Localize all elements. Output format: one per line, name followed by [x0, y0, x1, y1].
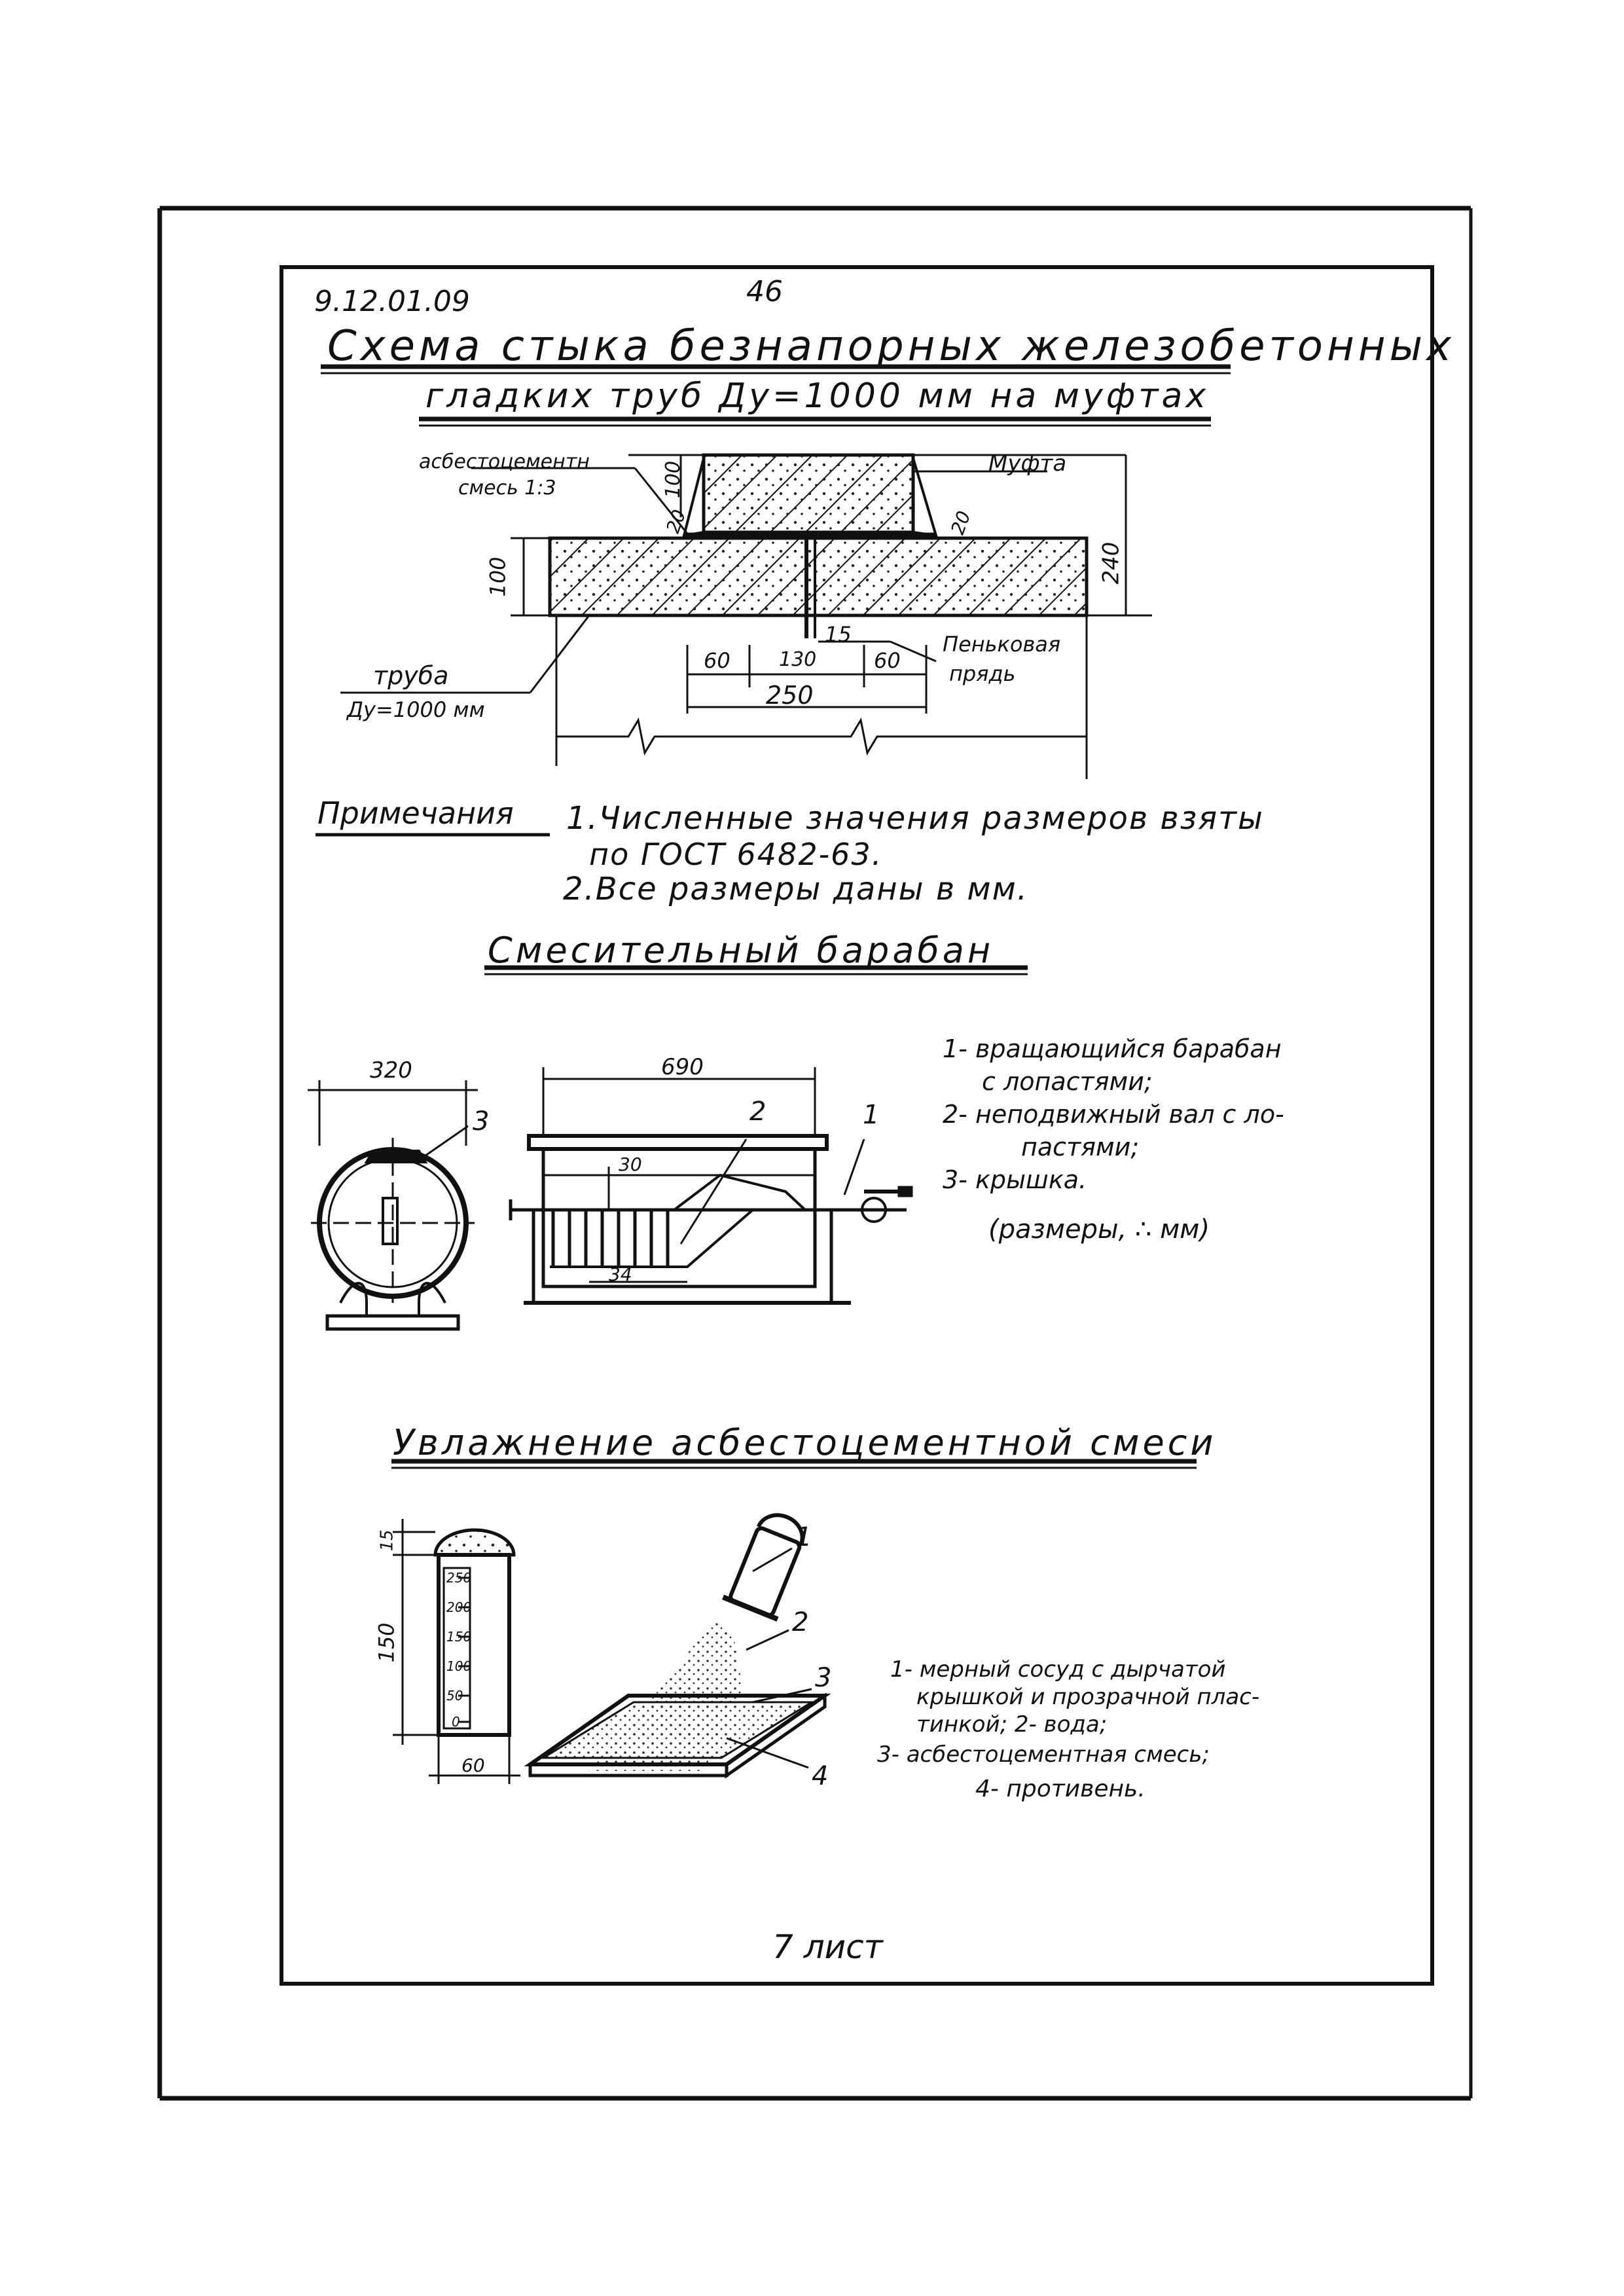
measuring-vessel — [393, 1519, 520, 1784]
label-hemp: Пеньковая — [943, 632, 1061, 657]
dim-240: 240 — [1098, 541, 1125, 585]
dim-60-right: 60 — [874, 648, 901, 673]
drum-legend-line1: 1- вращающийся барабан — [943, 1034, 1282, 1063]
dim-60-vessel: 60 — [461, 1755, 485, 1776]
label-mix-ratio: смесь 1:3 — [458, 477, 556, 500]
moist-legend-line4: 3- асбестоцементная смесь; — [877, 1741, 1210, 1768]
dim-34: 34 — [609, 1264, 632, 1285]
dim-20-left: 20 — [662, 507, 691, 536]
moist-legend-line1: 1- мерный сосуд с дырчатой — [890, 1656, 1226, 1683]
drum-legend-line2: с лопастями; — [982, 1067, 1153, 1096]
document-code: 9.12.01.09 — [314, 285, 470, 318]
moist-callout-2: 2 — [792, 1607, 809, 1637]
drum-legend-line5: 3- крышка. — [943, 1165, 1087, 1194]
mixing-drum-side-view — [511, 1067, 912, 1303]
section2-title: Смесительный барабан — [488, 930, 994, 971]
scale-200: 200 — [446, 1599, 472, 1615]
dim-60-left: 60 — [704, 648, 731, 673]
moist-callout-1: 1 — [795, 1522, 812, 1552]
section3-title: Увлажнение асбестоцементной смеси — [393, 1422, 1217, 1463]
moist-callout-4: 4 — [812, 1761, 829, 1791]
note2: 2.Все размеры даны в мм. — [563, 871, 1029, 907]
dim-100-pipe: 100 — [485, 556, 511, 597]
section1-title-line1: Схема стыка безнапорных железобетонных — [327, 322, 1456, 371]
pipe-joint-drawing — [340, 455, 1152, 779]
moist-legend-line3: тинкой; 2- вода; — [916, 1711, 1108, 1738]
drum-legend-units: (размеры, ∴ мм) — [988, 1214, 1210, 1245]
scale-50: 50 — [446, 1688, 463, 1704]
spray-and-tray — [530, 1506, 825, 1776]
dim-690: 690 — [661, 1054, 704, 1080]
label-asbestos-cement: асбестоцементн — [419, 450, 590, 473]
moist-legend-line2: крышкой и прозрачной плас- — [916, 1684, 1260, 1710]
page-number: 46 — [746, 275, 783, 308]
section1-title-line2: гладких труб Ду=1000 мм на муфтах — [425, 376, 1210, 416]
mixing-drum-end-view — [308, 1080, 478, 1329]
dim-150-vessel: 150 — [374, 1622, 399, 1663]
notes-heading: Примечания — [317, 795, 514, 831]
scale-0: 0 — [452, 1714, 460, 1730]
dim-30: 30 — [619, 1154, 642, 1175]
drum-legend-line4: пастями; — [1021, 1133, 1140, 1161]
label-pipe-dn: Ду=1000 мм — [347, 697, 485, 722]
note1-line2: по ГОСТ 6482-63. — [589, 837, 883, 872]
moist-legend-line5: 4- противень. — [975, 1776, 1146, 1802]
dim-15-vessel: 15 — [377, 1529, 397, 1552]
dim-320: 320 — [370, 1057, 412, 1084]
drum-callout-3: 3 — [473, 1106, 490, 1137]
dim-250: 250 — [766, 681, 814, 710]
scale-250: 250 — [446, 1570, 472, 1586]
sheet-label: 7 лист — [772, 1928, 883, 1966]
label-pipe: труба — [373, 661, 449, 690]
dim-15: 15 — [825, 622, 852, 647]
note1-line1: 1.Численные значения размеров взяты — [566, 800, 1264, 837]
dim-20-right: 20 — [947, 508, 975, 538]
drum-callout-1: 1 — [863, 1100, 880, 1130]
dim-100-top: 100 — [662, 460, 685, 499]
drum-legend-line3: 2- неподвижный вал с ло- — [943, 1100, 1284, 1129]
scale-100: 100 — [446, 1658, 472, 1674]
label-coupling: Муфта — [988, 450, 1067, 477]
drum-callout-2: 2 — [749, 1097, 767, 1127]
dim-130: 130 — [779, 648, 817, 671]
scale-150: 150 — [446, 1629, 472, 1645]
moist-callout-3: 3 — [815, 1663, 832, 1693]
label-strand: прядь — [949, 661, 1016, 686]
